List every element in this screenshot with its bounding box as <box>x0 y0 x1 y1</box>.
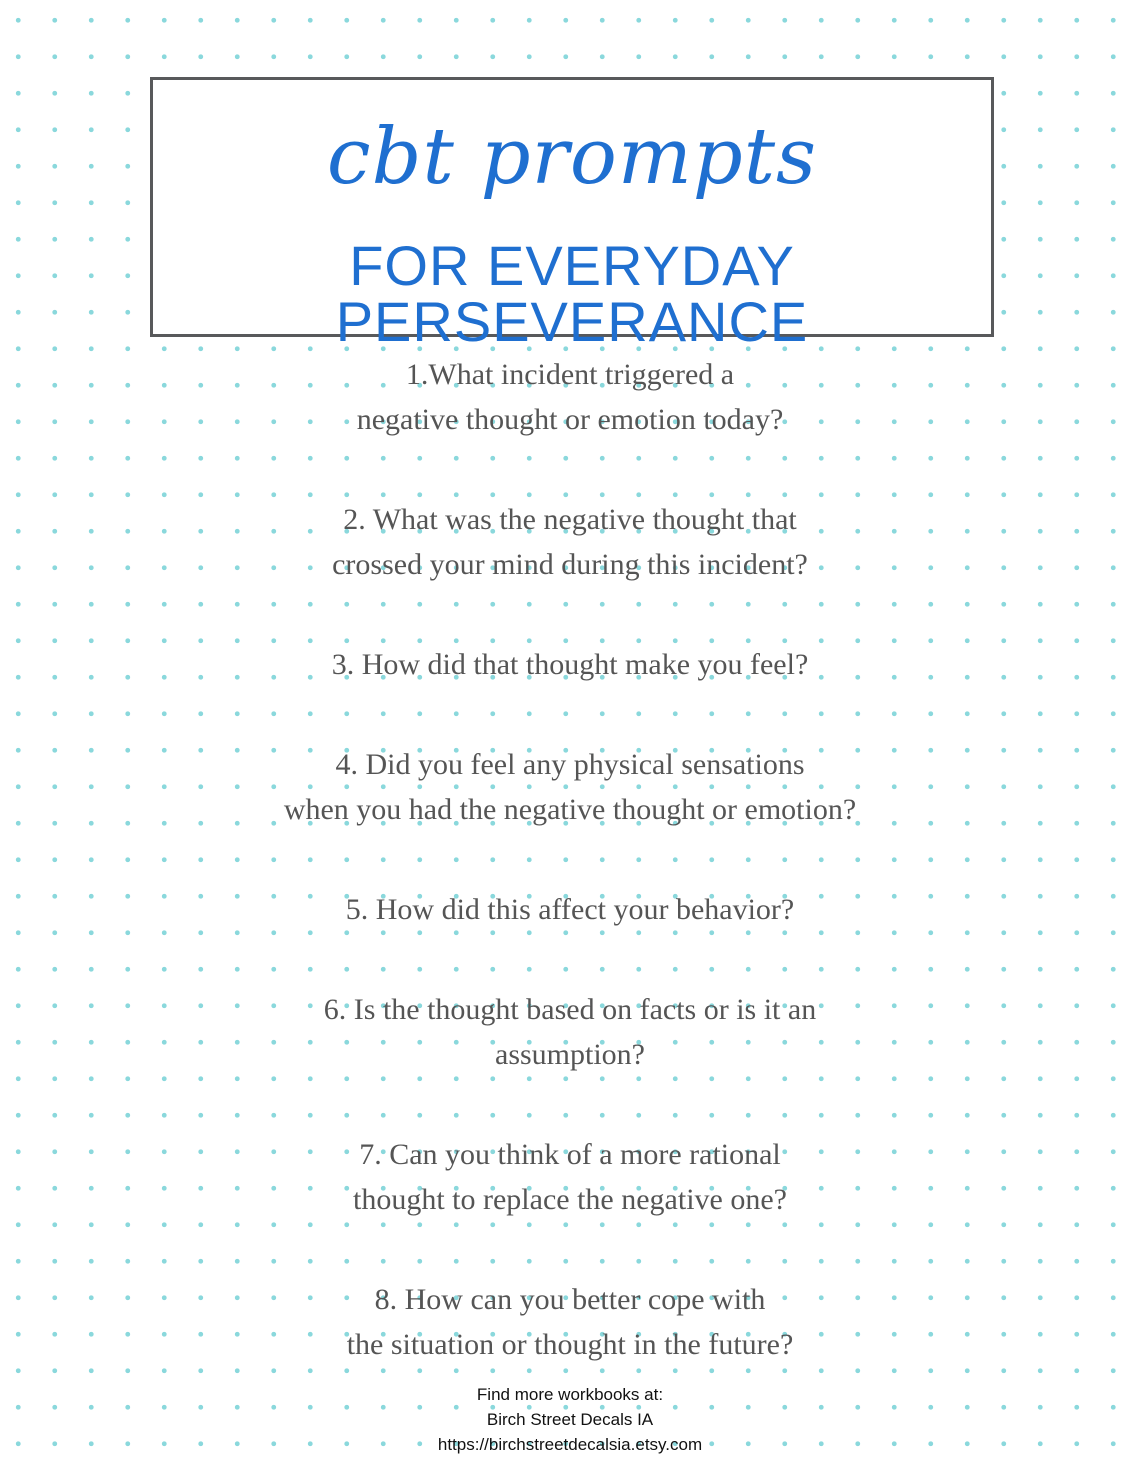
prompt-1 <box>0 352 1140 442</box>
title-box <box>150 77 994 353</box>
prompt-6-line-1: 6. Is the thought based on facts or is it an <box>323 993 817 1026</box>
prompt-4-line-1: 4. Did you feel any physical sensations <box>335 748 805 781</box>
prompt-3 <box>0 642 1140 687</box>
prompt-6 <box>0 987 1140 1077</box>
footer <box>0 1382 1140 1457</box>
prompt-2-line-2: crossed your mind during this incident? <box>332 548 808 581</box>
prompt-7-line-1: 7. Can you think of a more rational <box>359 1138 781 1171</box>
prompt-7-line-2: thought to replace the negative one? <box>353 1183 787 1216</box>
prompt-1-line-2: negative thought or emotion today? <box>356 403 784 436</box>
prompt-2 <box>0 497 1140 587</box>
footer-shop-name: Birch Street Decals IA <box>486 1410 654 1429</box>
footer-intro: Find more workbooks at: <box>476 1385 664 1404</box>
prompt-7 <box>0 1132 1140 1222</box>
prompt-4-line-2: when you had the negative thought or emotion? <box>283 793 857 826</box>
prompt-3-line-1: 3. How did that thought make you feel? <box>331 648 809 681</box>
subtitle: FOR EVERYDAY PERSEVERANCE <box>335 234 809 353</box>
script-title: cbt prompts <box>326 112 818 202</box>
prompt-8 <box>0 1277 1140 1367</box>
prompt-5-line-1: 5. How did this affect your behavior? <box>345 893 795 926</box>
prompt-8-line-1: 8. How can you better cope with <box>374 1283 766 1316</box>
prompt-2-line-1: 2. What was the negative thought that <box>343 503 797 536</box>
footer-shop-link[interactable]: https://birchstreetdecalsia.etsy.com <box>437 1435 703 1454</box>
prompt-1-line-1: 1.What incident triggered a <box>405 358 735 391</box>
prompt-4 <box>0 742 1140 832</box>
prompt-6-line-2: assumption? <box>495 1038 645 1071</box>
prompt-5 <box>0 887 1140 932</box>
prompt-8-line-2: the situation or thought in the future? <box>346 1328 794 1361</box>
